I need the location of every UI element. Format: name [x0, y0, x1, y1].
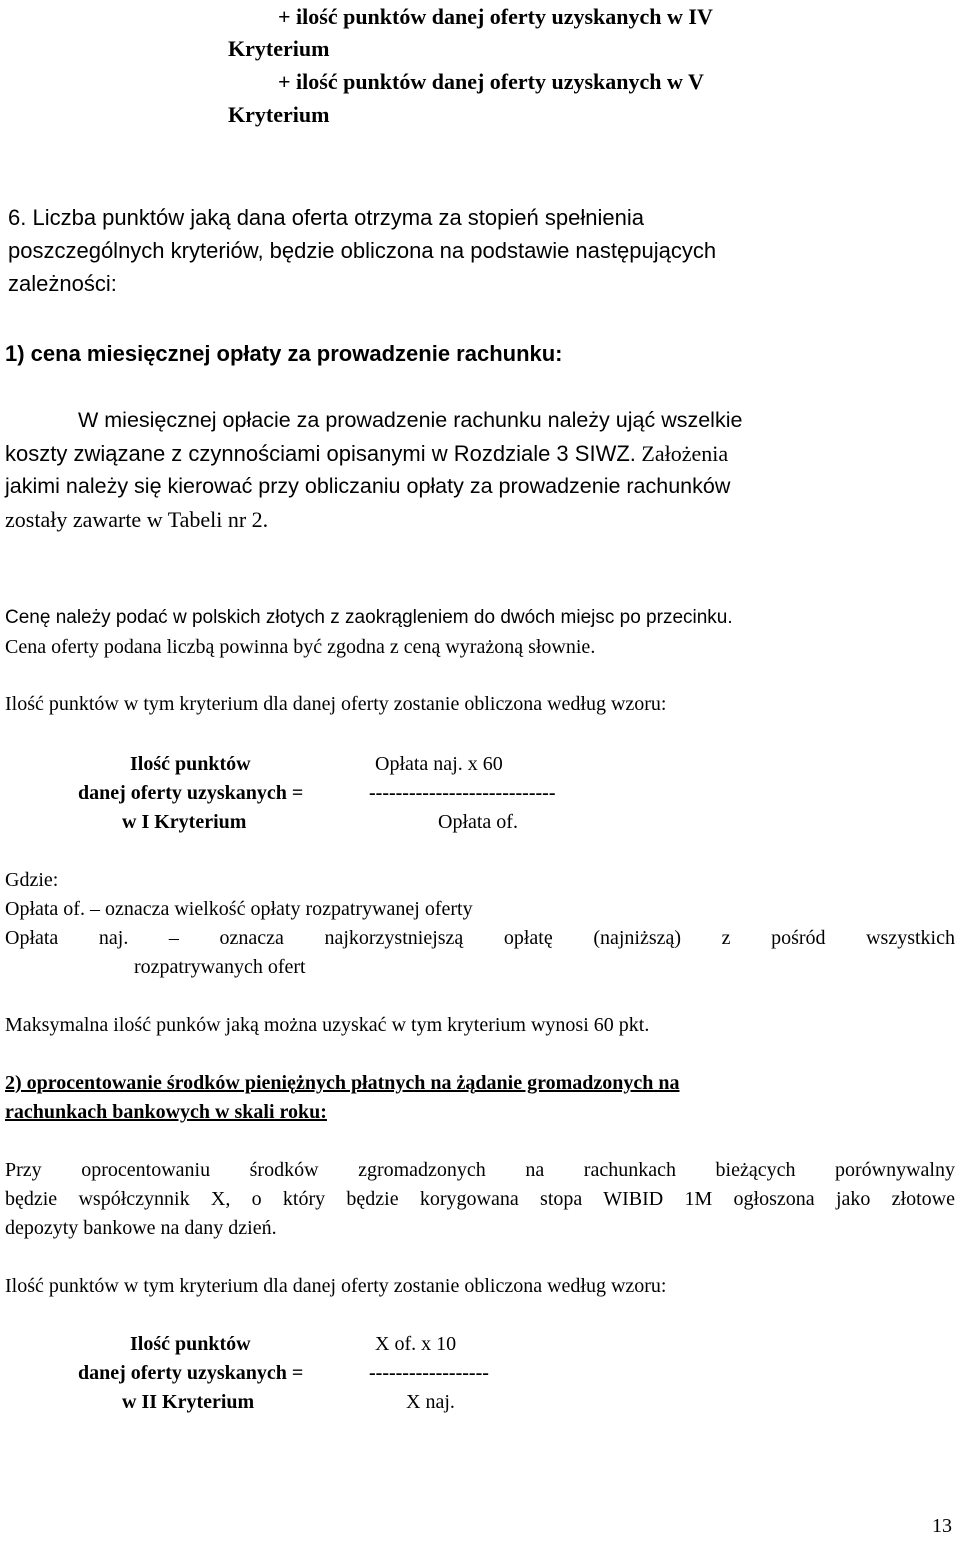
formula-denominator: X naj.	[406, 1391, 455, 1413]
paragraph-line: Przy oprocentowaniu środków zgromadzonych na rachunkach bieżących porównywalny	[5, 1159, 955, 1181]
paragraph-line: W miesięcznej opłacie za prowadzenie rachunku należy ująć wszelkie	[78, 408, 743, 432]
formula-left: danej oferty uzyskanych =	[78, 782, 304, 804]
paragraph-line: jakimi należy się kierować przy obliczaniu opłaty za prowadzenie rachunków	[5, 474, 731, 498]
formula-intro: Ilość punktów w tym kryterium dla danej oferty zostanie obliczona według wzoru:	[5, 693, 667, 715]
continuation-line: Kryterium	[228, 36, 330, 61]
criterion-2-heading	[5, 1069, 680, 1098]
formula-divider: ------------------	[369, 1362, 489, 1384]
definition: Opłata naj. – oznacza najkorzystniejszą opłatę (najniższą) z pośród wszystkich	[5, 927, 955, 949]
formula-intro: Ilość punktów w tym kryterium dla danej oferty zostanie obliczona według wzoru:	[5, 1275, 667, 1297]
paragraph-line: Cena oferty podana liczbą powinna być zgodna z ceną wyrażoną słownie.	[5, 636, 596, 658]
formula-denominator: Opłata of.	[438, 811, 518, 833]
definition: rozpatrywanych ofert	[134, 956, 306, 978]
paragraph-line: poszczególnych kryteriów, będzie obliczona na podstawie następujących	[8, 238, 717, 263]
criterion-1-heading: 1) cena miesięcznej opłaty za prowadzenie rachunku:	[5, 341, 563, 366]
paragraph-line: będzie współczynnik X, o który będzie korygowana stopa WIBID 1M ogłoszona jako złotowe	[5, 1188, 955, 1210]
continuation-line: Kryterium	[228, 102, 330, 127]
formula-left: w I Kryterium	[122, 811, 247, 833]
paragraph-line: zależności:	[8, 271, 117, 296]
paragraph-fragment: Założenia	[641, 441, 729, 466]
criterion-2-heading-line: rachunkach bankowych w skali roku:	[5, 1101, 327, 1123]
formula-left: w II Kryterium	[122, 1391, 255, 1413]
continuation-line: + ilość punktów danej oferty uzyskanych w IV	[278, 4, 713, 29]
formula-divider: ----------------------------	[369, 782, 556, 804]
formula-left: danej oferty uzyskanych =	[78, 1362, 304, 1384]
formula-numerator: X of. x 10	[375, 1333, 457, 1355]
paragraph-line: 6. Liczba punktów jaką dana oferta otrzyma za stopień spełnienia	[8, 205, 644, 230]
paragraph-line-mixed	[5, 437, 955, 470]
definition: Opłata of. – oznacza wielkość opłaty rozpatrywanej oferty	[5, 898, 473, 920]
paragraph-line: depozyty bankowe na dany dzień.	[5, 1217, 277, 1239]
section-6-text	[8, 201, 716, 300]
criterion-2-heading-line: 2) oprocentowanie środków pieniężnych płatnych na żądanie gromadzonych na	[5, 1072, 680, 1094]
formula-left: Ilość punktów	[130, 1333, 251, 1355]
where-label: Gdzie:	[5, 869, 59, 891]
formula-left: Ilość punktów	[130, 753, 251, 775]
continuation-line: + ilość punktów danej oferty uzyskanych w V	[278, 69, 704, 94]
max-points: Maksymalna ilość punków jaką można uzyskać w tym kryterium wynosi 60 pkt.	[5, 1014, 650, 1036]
page-number: 13	[932, 1515, 952, 1537]
paragraph-line: Cenę należy podać w polskich złotych z zaokrągleniem do dwóch miejsc po przecinku.	[5, 607, 733, 628]
paragraph-fragment: koszty związane z czynnościami opisanymi w Rozdziale 3 SIWZ.	[5, 441, 636, 466]
formula-numerator: Opłata naj. x 60	[375, 753, 503, 775]
paragraph-line: zostały zawarte w Tabeli nr 2.	[5, 507, 269, 532]
